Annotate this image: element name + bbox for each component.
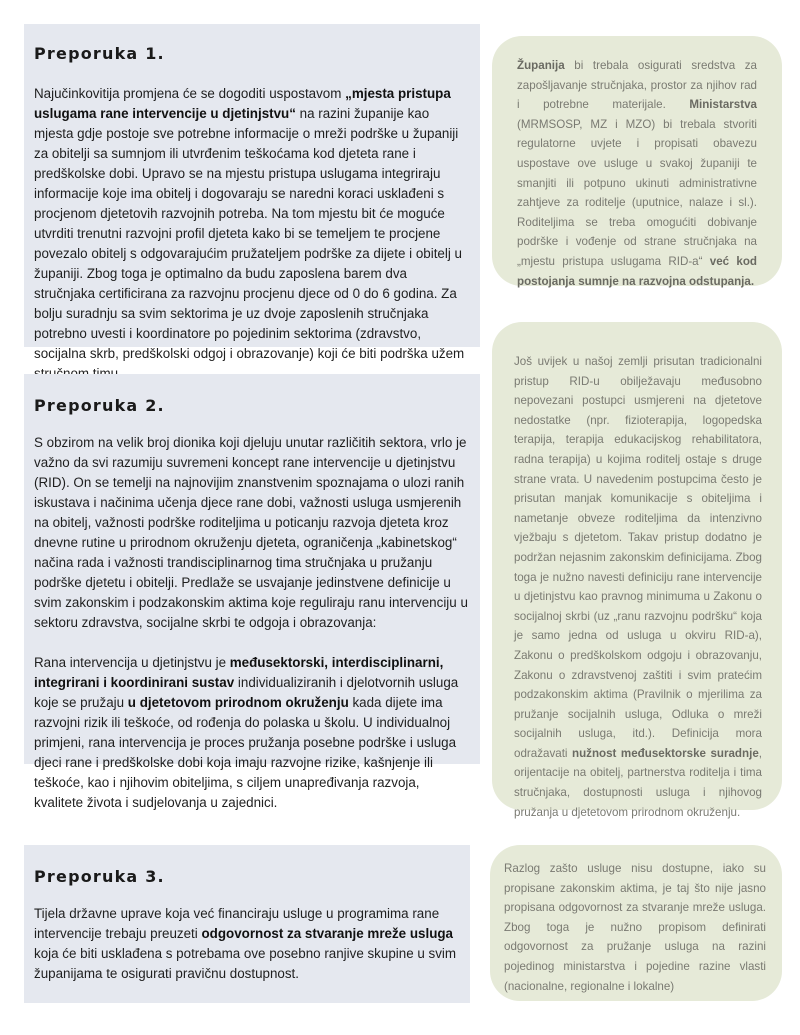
side-note-1-emphasis-1: Županija — [517, 59, 565, 72]
recommendation-1-emphasis: „mjesta pristupa uslugama rane intervencije u djetinjstvu“ — [34, 86, 451, 121]
recommendation-3-text-part-2: koja će biti usklađena s potrebama ove posebno ranjive skupine u svim županijama te osigurati pravičnu dostupnost. — [34, 946, 457, 981]
side-note-1 — [492, 36, 782, 286]
recommendation-2-paragraph-1: S obzirom na velik broj dionika koji djeluju unutar različitih sektora, vrlo je važno da svi razumiju suvremeni koncept rane intervencije u djetinjstvu (RID). On se temelji na najnovijim znanstvenim spoznajama o ulozi ranih iskustava i načinima učenja djece rane dobi, važnosti usluga usmjerenih na obitelj, važnosti podrške roditeljima u poticanju razvoja djeteta kroz dnevne rutine u prirodnom okruženju djeteta, ograničenja „kabinetskog“ načina rada i važnosti trandisciplinarnog tima stručnjaka u pružanju podrške djetetu i obitelji. Predlaže se usvajanje jedinstvene definicije u svim zakonskim i podzakonskim aktima koje reguliraju ranu intervenciju u sektoru zdravstva, socijalne skrbi te odgoja i obrazovanja: — [34, 435, 468, 630]
side-note-1-emphasis-3: već kod postojanja sumnje na razvojna odstupanja. — [517, 254, 757, 288]
side-note-3 — [490, 845, 782, 1001]
recommendation-2-title: Preporuka 2. — [34, 396, 165, 415]
side-note-2-text-1: Još uvijek u našoj zemlji prisutan tradicionalni pristup RID-u obilježavaju međusobno nepovezani postupci usmjereni na djetetove nedostatke (npr. fizioterapija, logopedska terapija, terapija edukacijskog rehabilitatora, radna terapija) u kojima roditelj ostaje s druge strane vrata. U navedenim postupcima često je prisutan manjak komunikacije s obiteljima i nametanje obveze roditeljima da intenzivno vježbaju s djetetom. Takav pristup dodatno je podržan nejasnim zakonskim definicijama. Zbog toga je nužno navesti definiciju rane intervencije u djetinjstvu kao pravnog minimuma u Zakonu o socijalnoj skrbi (uz „ranu razvojnu podršku“ koja je samo jedna od usluga u okviru RID-a), Zakonu o predškolskom odgoju i obrazovanju, Zakonu o zdravstvenoj zaštiti i svim pratećim podzakonskim aktima (Pravilnik o mjerilima za pružanje socijalnih usluga, Odluka o mreži socijalnih usluga, itd.). Definicija mora odražavati — [514, 355, 762, 760]
recommendation-1-box — [24, 24, 480, 361]
side-note-1-text-2: (MRMSOSP, MZ i MZO) bi trebala stvoriti regulatorne uvjete i propisati obavezu uspostave ove usluge u svakoj županiji te smanjiti ili potpuno ukinuti administrativne zahtjeve za roditelje (uputnice, nalaze i sl.). Roditeljima se treba omogućiti dobivanje podrške i vođenje od strane stručnjaka na „mjestu pristupa uslugama RID-a“ — [517, 117, 757, 268]
recommendation-2-p2-emphasis-2: u djetetovom prirodnom okruženju — [127, 695, 349, 710]
recommendation-2-p2-text-1: Rana intervencija u djetinjstvu je — [34, 655, 230, 670]
side-note-2-text-2: , orijentacije na obitelj, partnerstva roditelja i tima stručnjaka, dostupnosti usluga i njihovog pružanja u djetetovom prirodnom okruženju. — [514, 746, 762, 819]
recommendation-2-box — [24, 374, 480, 810]
recommendation-2-p2-text-3: kada dijete ima razvojni rizik ili teškoće, od rođenja do polaska u školu. U individualnoj primjeni, rana intervencija je proces pružanja posebne podrške i usluga djeci rane i predškolske dobi koja imaju razvojne rizike, kašnjenje ili teškoće, kao i njihovim obiteljima, s ciljem unapređivanja razvoja, kvalitete života i sudjelovanja u zajednici. — [34, 695, 457, 810]
side-note-2 — [492, 322, 782, 819]
side-note-2-emphasis: nužnost međusektorske suradnje — [571, 746, 759, 760]
recommendation-3-box — [24, 845, 470, 1003]
recommendation-2-paragraph-2 — [34, 653, 470, 813]
recommendation-1-text — [34, 84, 470, 384]
recommendation-1-text-part-1: Najučinkovitija promjena će se dogoditi uspostavom — [34, 86, 346, 101]
recommendation-3-text — [34, 904, 460, 984]
recommendation-3-title: Preporuka 3. — [34, 867, 165, 886]
side-note-1-text-1: bi trebala osigurati sredstva za zapošljavanje stručnjaka, prostor za njihov rad i potrebne materijale. — [517, 59, 757, 112]
side-note-3-text: Razlog zašto usluge nisu dostupne, iako su propisane zakonskim aktima, je taj što nije jasno propisana odgovornost za stvaranje mreže usluga. Zbog toga je nužno propisom definirati odgovornost za pružanje usluga na razini pojedinog ministarstva i pojedine razine vlasti (nacionalne, regionalne i lokalne) — [504, 862, 766, 993]
recommendation-1-title: Preporuka 1. — [34, 44, 165, 63]
recommendation-3-text-part-1: Tijela državne uprave koja već financiraju usluge u programima rane intervencije trebaju preuzeti — [34, 906, 440, 941]
recommendation-2-p2-text-2: individualiziranih i djelotvornih usluga koje se pružaju — [34, 675, 459, 710]
recommendation-2-p2-emphasis-1: međusektorski, interdisciplinarni, integrirani i koordinirani sustav — [34, 655, 444, 690]
side-note-1-emphasis-2: Ministarstva — [689, 98, 757, 112]
recommendation-3-emphasis: odgovornost za stvaranje mreže usluga — [201, 926, 453, 941]
recommendation-1-text-part-2: na razini županije kao mjesta gdje postoje sve potrebne informacije o mreži podrške u županiji za obitelji sa sumnjom ili utvrđenim teškoćama kod djeteta rane i predškolske dobi. Upravo se na mjestu pristupa uslugama integriraju informacije koje ima obitelj i dogovaraju se naredni koraci usklađeni s procjenom djetetovih razvojnih potreba. Na tom mjestu bit će moguće utvrditi trenutni razvojni profil djeteta kako bi se temeljem te procjene povezalo obitelj s odgovarajućim pružateljem podrške za dijete i obitelj u županiji. Zbog toga je optimalno da budu zaposlena barem dva stručnjaka certificirana za razvojnu procjenu djece od 0 do 6 godina. Za bolju suradnju sa svim sektorima je uz dvoje zaposlenih stručnjaka potrebno uvesti i koordinatore po pojedinim sektorima (zdravstvo, socijalna skrb, predškolski odgoj i obrazovanje) koji će biti podrška užem — [34, 106, 465, 361]
